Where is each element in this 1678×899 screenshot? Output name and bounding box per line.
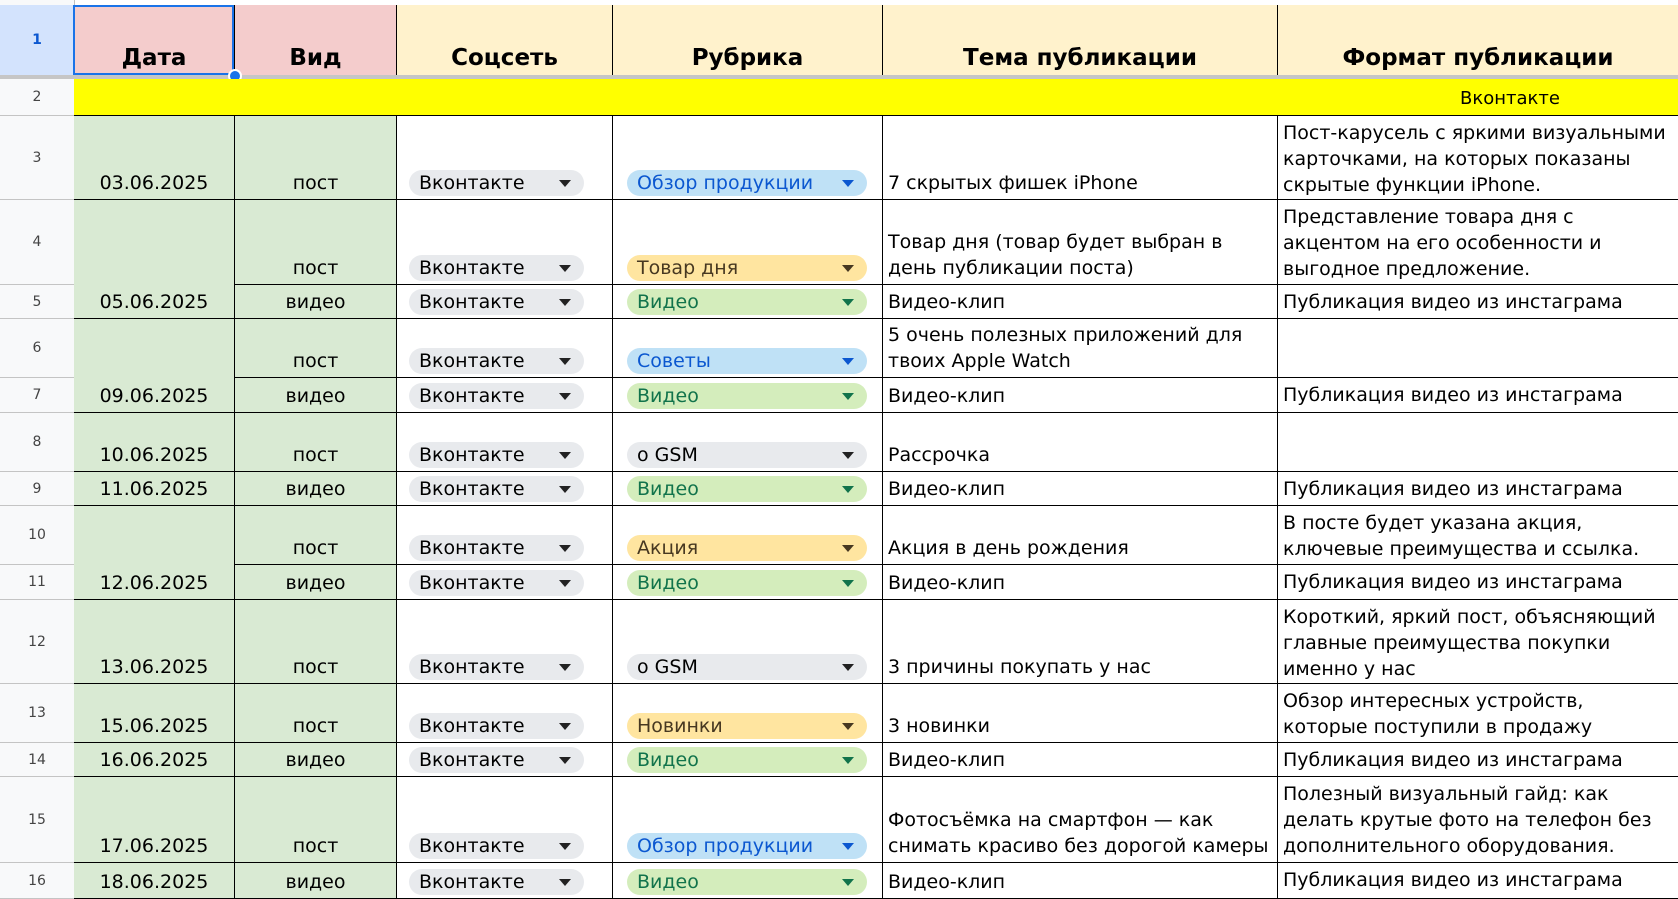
- rubric-dropdown-label: Обзор продукции: [637, 835, 814, 857]
- cell-topic[interactable]: Видео-клип: [883, 863, 1278, 899]
- rubric-dropdown-label: Новинки: [637, 715, 723, 737]
- cell-rubric[interactable]: [613, 413, 883, 472]
- network-dropdown[interactable]: [409, 570, 584, 596]
- cell-kind[interactable]: пост: [235, 777, 397, 863]
- chevron-down-icon[interactable]: [842, 545, 854, 552]
- rubric-dropdown-label: Акция: [637, 537, 699, 559]
- chevron-down-icon[interactable]: [559, 299, 571, 306]
- network-dropdown-label: Вконтакте: [419, 835, 525, 857]
- chevron-down-icon[interactable]: [842, 843, 854, 850]
- cell-date[interactable]: 05.06.2025: [74, 200, 235, 319]
- cell-topic[interactable]: 5 очень полезных приложений для твоих Apple Watch: [883, 319, 1278, 378]
- chevron-down-icon[interactable]: [842, 757, 854, 764]
- network-dropdown-label: Вконтакте: [419, 871, 525, 893]
- cell-network[interactable]: [397, 413, 613, 472]
- cell-kind[interactable]: пост: [235, 116, 397, 200]
- chevron-down-icon[interactable]: [559, 757, 571, 764]
- cell-kind[interactable]: пост: [235, 413, 397, 472]
- cell-network[interactable]: [397, 506, 613, 565]
- cell-format[interactable]: Публикация видео из инстаграма: [1278, 285, 1678, 319]
- rubric-dropdown[interactable]: [627, 289, 867, 315]
- cell-kind[interactable]: пост: [235, 684, 397, 743]
- row-header-8[interactable]: 8: [0, 413, 74, 472]
- chevron-down-icon[interactable]: [842, 452, 854, 459]
- rubric-dropdown-label: Видео: [637, 572, 699, 594]
- cell-kind[interactable]: видео: [235, 472, 397, 506]
- rubric-dropdown-label: Обзор продукции: [637, 172, 814, 194]
- cell-rubric[interactable]: [613, 319, 883, 378]
- network-dropdown-label: Вконтакте: [419, 478, 525, 500]
- cell-network[interactable]: [397, 319, 613, 378]
- cell-kind[interactable]: видео: [235, 743, 397, 777]
- cell-network[interactable]: [397, 863, 613, 899]
- rubric-dropdown-label: о GSM: [637, 444, 698, 466]
- network-dropdown[interactable]: [409, 476, 584, 502]
- header-date[interactable]: Дата: [74, 5, 235, 76]
- chevron-down-icon[interactable]: [842, 180, 854, 187]
- cell-network[interactable]: [397, 743, 613, 777]
- cell-rubric[interactable]: [613, 600, 883, 684]
- chevron-down-icon[interactable]: [842, 580, 854, 587]
- rubric-dropdown[interactable]: [627, 535, 867, 561]
- rubric-dropdown[interactable]: [627, 654, 867, 680]
- cell-format[interactable]: Полезный визуальный гайд: как делать крутые фото на телефон без дополнительного оборудования.: [1278, 777, 1678, 863]
- header-network[interactable]: Соцсеть: [397, 5, 613, 76]
- row-header-11[interactable]: 11: [0, 565, 74, 600]
- cell-topic[interactable]: Видео-клип: [883, 472, 1278, 506]
- network-dropdown-label: Вконтакте: [419, 385, 525, 407]
- cell-network[interactable]: [397, 285, 613, 319]
- chevron-down-icon[interactable]: [842, 265, 854, 272]
- network-dropdown-label: Вконтакте: [419, 656, 525, 678]
- cell-format[interactable]: В посте будет указана акция, ключевые преимущества и ссылка.: [1278, 506, 1678, 565]
- cell-rubric[interactable]: [613, 506, 883, 565]
- rubric-dropdown-label: Товар дня: [637, 257, 739, 279]
- chevron-down-icon[interactable]: [559, 393, 571, 400]
- network-dropdown-label: Вконтакте: [419, 749, 525, 771]
- cell-network[interactable]: [397, 200, 613, 285]
- rubric-dropdown[interactable]: [627, 747, 867, 773]
- cell-date[interactable]: 16.06.2025: [74, 743, 235, 777]
- cell-date[interactable]: 10.06.2025: [74, 413, 235, 472]
- network-dropdown[interactable]: [409, 383, 584, 409]
- cell-kind[interactable]: пост: [235, 600, 397, 684]
- row-header-4[interactable]: 4: [0, 200, 74, 285]
- row-header-7[interactable]: 7: [0, 378, 74, 413]
- network-dropdown-label: Вконтакте: [419, 257, 525, 279]
- rubric-dropdown[interactable]: [627, 476, 867, 502]
- cell-kind[interactable]: видео: [235, 565, 397, 600]
- section-label: Вконтакте: [1460, 88, 1560, 109]
- rubric-dropdown[interactable]: [627, 255, 867, 281]
- cell-kind[interactable]: пост: [235, 319, 397, 378]
- cell-date[interactable]: 13.06.2025: [74, 600, 235, 684]
- cell-kind[interactable]: видео: [235, 378, 397, 413]
- chevron-down-icon[interactable]: [559, 265, 571, 272]
- cell-date[interactable]: 03.06.2025: [74, 116, 235, 200]
- rubric-dropdown[interactable]: [627, 170, 867, 196]
- network-dropdown[interactable]: [409, 289, 584, 315]
- cell-date[interactable]: 18.06.2025: [74, 863, 235, 899]
- header-format[interactable]: Формат публикации: [1278, 5, 1678, 76]
- cell-format[interactable]: Публикация видео из инстаграма: [1278, 378, 1678, 413]
- rubric-dropdown-label: Видео: [637, 385, 699, 407]
- cell-date[interactable]: 11.06.2025: [74, 472, 235, 506]
- cell-topic[interactable]: Видео-клип: [883, 743, 1278, 777]
- cell-topic[interactable]: Видео-клип: [883, 378, 1278, 413]
- row-header-3[interactable]: 3: [0, 116, 74, 200]
- row-header-13[interactable]: 13: [0, 684, 74, 743]
- network-dropdown[interactable]: [409, 255, 584, 281]
- rubric-dropdown[interactable]: [627, 348, 867, 374]
- chevron-down-icon[interactable]: [559, 180, 571, 187]
- row-header-12[interactable]: 12: [0, 600, 74, 684]
- cell-topic[interactable]: Товар дня (товар будет выбран в день публикации поста): [883, 200, 1278, 285]
- cell-kind[interactable]: пост: [235, 200, 397, 285]
- cell-rubric[interactable]: [613, 472, 883, 506]
- chevron-down-icon[interactable]: [559, 879, 571, 886]
- chevron-down-icon[interactable]: [842, 486, 854, 493]
- row-header-9[interactable]: 9: [0, 472, 74, 506]
- row-header-15[interactable]: 15: [0, 777, 74, 863]
- cell-rubric[interactable]: [613, 200, 883, 285]
- network-dropdown-label: Вконтакте: [419, 537, 525, 559]
- cell-rubric[interactable]: [613, 378, 883, 413]
- cell-topic[interactable]: 3 новинки: [883, 684, 1278, 743]
- cell-topic[interactable]: Видео-клип: [883, 285, 1278, 319]
- cell-rubric[interactable]: [613, 565, 883, 600]
- cell-date[interactable]: 15.06.2025: [74, 684, 235, 743]
- cell-format[interactable]: Пост-карусель с яркими визуальными карточками, на которых показаны скрытые функции iPhone.: [1278, 116, 1678, 200]
- chevron-down-icon[interactable]: [559, 843, 571, 850]
- cell-network[interactable]: [397, 600, 613, 684]
- cell-topic[interactable]: Рассрочка: [883, 413, 1278, 472]
- cell-format[interactable]: [1278, 413, 1678, 472]
- chevron-down-icon[interactable]: [842, 664, 854, 671]
- cell-topic[interactable]: 3 причины покупать у нас: [883, 600, 1278, 684]
- cell-selection-box: [73, 5, 234, 75]
- network-dropdown-label: Вконтакте: [419, 444, 525, 466]
- network-dropdown-label: Вконтакте: [419, 291, 525, 313]
- cell-topic[interactable]: Видео-клип: [883, 565, 1278, 600]
- row-header-6[interactable]: 6: [0, 319, 74, 378]
- cell-network[interactable]: [397, 684, 613, 743]
- chevron-down-icon[interactable]: [559, 723, 571, 730]
- chevron-down-icon[interactable]: [559, 358, 571, 365]
- cell-rubric[interactable]: [613, 285, 883, 319]
- cell-topic[interactable]: Фотосъёмка на смартфон — как снимать красиво без дорогой камеры: [883, 777, 1278, 863]
- cell-network[interactable]: [397, 116, 613, 200]
- cell-network[interactable]: [397, 777, 613, 863]
- section-row-vk[interactable]: [74, 79, 1678, 116]
- rubric-dropdown[interactable]: [627, 713, 867, 739]
- chevron-down-icon[interactable]: [842, 723, 854, 730]
- network-dropdown[interactable]: [409, 833, 584, 859]
- cell-date[interactable]: 12.06.2025: [74, 506, 235, 600]
- cell-date[interactable]: 09.06.2025: [74, 319, 235, 413]
- rubric-dropdown[interactable]: [627, 833, 867, 859]
- network-dropdown-label: Вконтакте: [419, 572, 525, 594]
- cell-network[interactable]: [397, 565, 613, 600]
- cell-network[interactable]: [397, 378, 613, 413]
- cell-format[interactable]: Публикация видео из инстаграма: [1278, 863, 1678, 899]
- cell-format[interactable]: Обзор интересных устройств, которые поступили в продажу: [1278, 684, 1678, 743]
- row-header-14[interactable]: 14: [0, 743, 74, 777]
- header-topic[interactable]: Тема публикации: [883, 5, 1278, 76]
- rubric-dropdown[interactable]: [627, 869, 867, 895]
- row-header-5[interactable]: 5: [0, 285, 74, 319]
- cell-topic[interactable]: 7 скрытых фишек iPhone: [883, 116, 1278, 200]
- cell-kind[interactable]: видео: [235, 863, 397, 899]
- rubric-dropdown[interactable]: [627, 442, 867, 468]
- cell-format[interactable]: Короткий, яркий пост, объясняющий главные преимущества покупки именно у нас: [1278, 600, 1678, 684]
- cell-rubric[interactable]: [613, 777, 883, 863]
- chevron-down-icon[interactable]: [842, 358, 854, 365]
- network-dropdown[interactable]: [409, 747, 584, 773]
- chevron-down-icon[interactable]: [842, 393, 854, 400]
- chevron-down-icon[interactable]: [559, 580, 571, 587]
- row-header-2[interactable]: 2: [0, 79, 74, 116]
- chevron-down-icon[interactable]: [559, 545, 571, 552]
- rubric-dropdown-label: Видео: [637, 478, 699, 500]
- chevron-down-icon[interactable]: [842, 879, 854, 886]
- cell-topic[interactable]: Акция в день рождения: [883, 506, 1278, 565]
- rubric-dropdown-label: Видео: [637, 871, 699, 893]
- cell-network[interactable]: [397, 472, 613, 506]
- chevron-down-icon[interactable]: [559, 664, 571, 671]
- rubric-dropdown-label: о GSM: [637, 656, 698, 678]
- network-dropdown[interactable]: [409, 535, 584, 561]
- row-header-10[interactable]: 10: [0, 506, 74, 565]
- rubric-dropdown[interactable]: [627, 383, 867, 409]
- header-rubric[interactable]: Рубрика: [613, 5, 883, 76]
- cell-date[interactable]: 17.06.2025: [74, 777, 235, 863]
- rubric-dropdown-label: Видео: [637, 291, 699, 313]
- network-dropdown[interactable]: [409, 170, 584, 196]
- cell-kind[interactable]: пост: [235, 506, 397, 565]
- cell-kind[interactable]: видео: [235, 285, 397, 319]
- header-kind[interactable]: Вид: [235, 5, 397, 76]
- network-dropdown[interactable]: [409, 442, 584, 468]
- cell-format[interactable]: Публикация видео из инстаграма: [1278, 472, 1678, 506]
- network-dropdown[interactable]: [409, 348, 584, 374]
- rubric-dropdown-label: Советы: [637, 350, 711, 372]
- cell-format[interactable]: Представление товара дня с акцентом на его особенности и выгодное предложение.: [1278, 200, 1678, 285]
- row-header-16[interactable]: 16: [0, 863, 74, 899]
- cell-format[interactable]: [1278, 319, 1678, 378]
- cell-rubric[interactable]: [613, 116, 883, 200]
- cell-rubric[interactable]: [613, 743, 883, 777]
- chevron-down-icon[interactable]: [559, 452, 571, 459]
- chevron-down-icon[interactable]: [559, 486, 571, 493]
- rubric-dropdown[interactable]: [627, 570, 867, 596]
- network-dropdown[interactable]: [409, 869, 584, 895]
- network-dropdown[interactable]: [409, 713, 584, 739]
- network-dropdown-label: Вконтакте: [419, 715, 525, 737]
- network-dropdown-label: Вконтакте: [419, 350, 525, 372]
- row-header-1[interactable]: 1: [0, 5, 74, 76]
- cell-rubric[interactable]: [613, 863, 883, 899]
- cell-format[interactable]: Публикация видео из инстаграма: [1278, 565, 1678, 600]
- rubric-dropdown-label: Видео: [637, 749, 699, 771]
- cell-format[interactable]: Публикация видео из инстаграма: [1278, 743, 1678, 777]
- chevron-down-icon[interactable]: [842, 299, 854, 306]
- network-dropdown[interactable]: [409, 654, 584, 680]
- cell-rubric[interactable]: [613, 684, 883, 743]
- network-dropdown-label: Вконтакте: [419, 172, 525, 194]
